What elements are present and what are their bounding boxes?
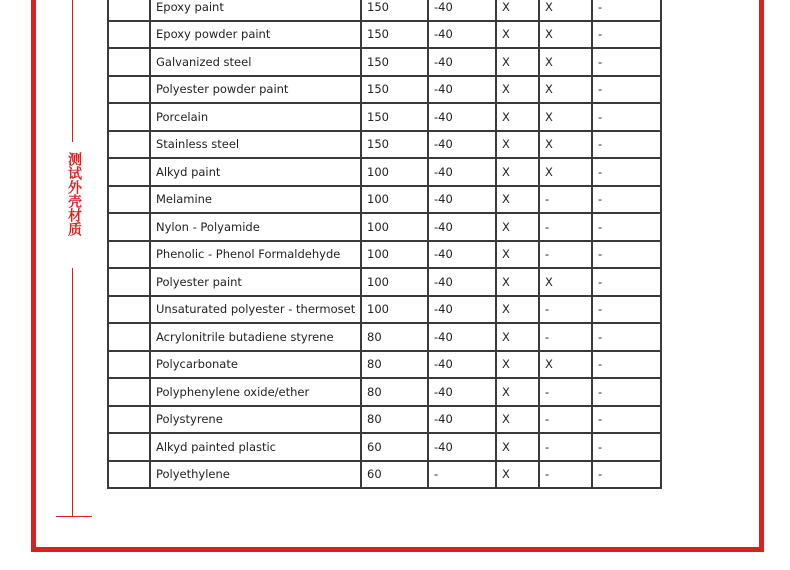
min-temp-cell: -40	[428, 0, 496, 21]
min-temp-cell: -40	[428, 378, 496, 406]
table-row	[108, 186, 661, 214]
col-b-cell: -	[539, 186, 592, 214]
col-c-cell: -	[592, 378, 661, 406]
col-a-cell: X	[496, 186, 539, 214]
col-c-cell: -	[592, 21, 661, 49]
max-temp-cell: 80	[361, 378, 428, 406]
row-index-cell	[108, 433, 150, 461]
max-temp-cell: 80	[361, 351, 428, 379]
row-index-cell	[108, 241, 150, 269]
materials-table-body	[108, 0, 661, 488]
col-b-cell: X	[539, 131, 592, 159]
col-c-cell: -	[592, 158, 661, 186]
min-temp-cell: -40	[428, 76, 496, 104]
max-temp-cell: 150	[361, 0, 428, 21]
frame-bottom-border	[31, 547, 764, 552]
col-b-cell: X	[539, 21, 592, 49]
min-temp-cell: -40	[428, 268, 496, 296]
max-temp-cell: 150	[361, 48, 428, 76]
row-index-cell	[108, 406, 150, 434]
col-a-cell: X	[496, 461, 539, 489]
material-cell: Epoxy paint	[150, 0, 361, 21]
col-a-cell: X	[496, 76, 539, 104]
material-cell: Alkyd painted plastic	[150, 433, 361, 461]
max-temp-cell: 60	[361, 461, 428, 489]
col-c-cell: -	[592, 186, 661, 214]
side-rule-bottom	[72, 268, 73, 516]
side-rule-foot	[56, 516, 92, 517]
material-cell: Polystyrene	[150, 406, 361, 434]
col-a-cell: X	[496, 103, 539, 131]
col-b-cell: -	[539, 433, 592, 461]
row-index-cell	[108, 268, 150, 296]
max-temp-cell: 150	[361, 76, 428, 104]
min-temp-cell: -40	[428, 213, 496, 241]
col-c-cell: -	[592, 0, 661, 21]
col-c-cell: -	[592, 76, 661, 104]
max-temp-cell: 100	[361, 158, 428, 186]
row-index-cell	[108, 48, 150, 76]
table-row	[108, 76, 661, 104]
material-cell: Alkyd paint	[150, 158, 361, 186]
col-c-cell: -	[592, 131, 661, 159]
table-row	[108, 0, 661, 21]
table-row	[108, 296, 661, 324]
col-a-cell: X	[496, 241, 539, 269]
material-cell: Nylon - Polyamide	[150, 213, 361, 241]
material-cell: Stainless steel	[150, 131, 361, 159]
min-temp-cell: -40	[428, 21, 496, 49]
col-c-cell: -	[592, 461, 661, 489]
table-row	[108, 351, 661, 379]
table-row	[108, 406, 661, 434]
col-b-cell: -	[539, 213, 592, 241]
col-c-cell: -	[592, 268, 661, 296]
col-b-cell: -	[539, 461, 592, 489]
max-temp-cell: 150	[361, 131, 428, 159]
max-temp-cell: 100	[361, 213, 428, 241]
row-index-cell	[108, 76, 150, 104]
col-c-cell: -	[592, 296, 661, 324]
table-row	[108, 378, 661, 406]
col-a-cell: X	[496, 158, 539, 186]
min-temp-cell: -40	[428, 241, 496, 269]
material-cell: Galvanized steel	[150, 48, 361, 76]
material-cell: Polyethylene	[150, 461, 361, 489]
material-cell: Epoxy powder paint	[150, 21, 361, 49]
max-temp-cell: 100	[361, 241, 428, 269]
min-temp-cell: -40	[428, 48, 496, 76]
max-temp-cell: 150	[361, 21, 428, 49]
min-temp-cell: -40	[428, 296, 496, 324]
col-b-cell: X	[539, 48, 592, 76]
col-c-cell: -	[592, 241, 661, 269]
col-a-cell: X	[496, 433, 539, 461]
row-index-cell	[108, 21, 150, 49]
col-a-cell: X	[496, 406, 539, 434]
col-a-cell: X	[496, 48, 539, 76]
row-index-cell	[108, 103, 150, 131]
min-temp-cell: -40	[428, 433, 496, 461]
max-temp-cell: 150	[361, 103, 428, 131]
min-temp-cell: -40	[428, 131, 496, 159]
col-b-cell: X	[539, 158, 592, 186]
col-c-cell: -	[592, 323, 661, 351]
table-row	[108, 461, 661, 489]
max-temp-cell: 100	[361, 186, 428, 214]
side-rule-top	[72, 0, 73, 142]
col-c-cell: -	[592, 406, 661, 434]
table-row	[108, 158, 661, 186]
row-index-cell	[108, 131, 150, 159]
col-a-cell: X	[496, 378, 539, 406]
col-c-cell: -	[592, 48, 661, 76]
material-cell: Polyester paint	[150, 268, 361, 296]
col-a-cell: X	[496, 213, 539, 241]
row-index-cell	[108, 186, 150, 214]
col-b-cell: -	[539, 378, 592, 406]
col-c-cell: -	[592, 103, 661, 131]
row-index-cell	[108, 296, 150, 324]
min-temp-cell: -40	[428, 406, 496, 434]
min-temp-cell: -40	[428, 323, 496, 351]
col-c-cell: -	[592, 351, 661, 379]
row-index-cell	[108, 213, 150, 241]
material-cell: Unsaturated polyester - thermoset	[150, 296, 361, 324]
min-temp-cell: -40	[428, 186, 496, 214]
table-row	[108, 48, 661, 76]
material-cell: Phenolic - Phenol Formaldehyde	[150, 241, 361, 269]
frame-left-border	[31, 0, 36, 552]
col-c-cell: -	[592, 433, 661, 461]
col-b-cell: -	[539, 241, 592, 269]
table-row	[108, 21, 661, 49]
col-a-cell: X	[496, 268, 539, 296]
col-a-cell: X	[496, 351, 539, 379]
min-temp-cell: -40	[428, 158, 496, 186]
table-row	[108, 241, 661, 269]
col-b-cell: -	[539, 296, 592, 324]
row-index-cell	[108, 351, 150, 379]
row-index-cell	[108, 378, 150, 406]
max-temp-cell: 100	[361, 296, 428, 324]
max-temp-cell: 100	[361, 268, 428, 296]
table-row	[108, 268, 661, 296]
table-row	[108, 213, 661, 241]
max-temp-cell: 60	[361, 433, 428, 461]
col-b-cell: -	[539, 323, 592, 351]
max-temp-cell: 80	[361, 406, 428, 434]
col-b-cell: X	[539, 103, 592, 131]
max-temp-cell: 80	[361, 323, 428, 351]
min-temp-cell: -	[428, 461, 496, 489]
row-index-cell	[108, 323, 150, 351]
min-temp-cell: -40	[428, 351, 496, 379]
col-b-cell: X	[539, 268, 592, 296]
material-cell: Polycarbonate	[150, 351, 361, 379]
col-a-cell: X	[496, 296, 539, 324]
materials-table	[107, 0, 662, 489]
table-row	[108, 103, 661, 131]
col-b-cell: X	[539, 76, 592, 104]
material-cell: Melamine	[150, 186, 361, 214]
material-cell: Acrylonitrile butadiene styrene	[150, 323, 361, 351]
col-a-cell: X	[496, 21, 539, 49]
table-row	[108, 433, 661, 461]
col-b-cell: -	[539, 406, 592, 434]
side-label: 测试外壳材质	[66, 152, 82, 236]
material-cell: Polyphenylene oxide/ether	[150, 378, 361, 406]
row-index-cell	[108, 461, 150, 489]
row-index-cell	[108, 158, 150, 186]
col-b-cell: X	[539, 0, 592, 21]
col-b-cell: X	[539, 351, 592, 379]
row-index-cell	[108, 0, 150, 21]
min-temp-cell: -40	[428, 103, 496, 131]
table-row	[108, 131, 661, 159]
frame-right-border	[759, 0, 764, 552]
table-row	[108, 323, 661, 351]
col-a-cell: X	[496, 323, 539, 351]
col-c-cell: -	[592, 213, 661, 241]
col-a-cell: X	[496, 0, 539, 21]
material-cell: Polyester powder paint	[150, 76, 361, 104]
material-cell: Porcelain	[150, 103, 361, 131]
col-a-cell: X	[496, 131, 539, 159]
